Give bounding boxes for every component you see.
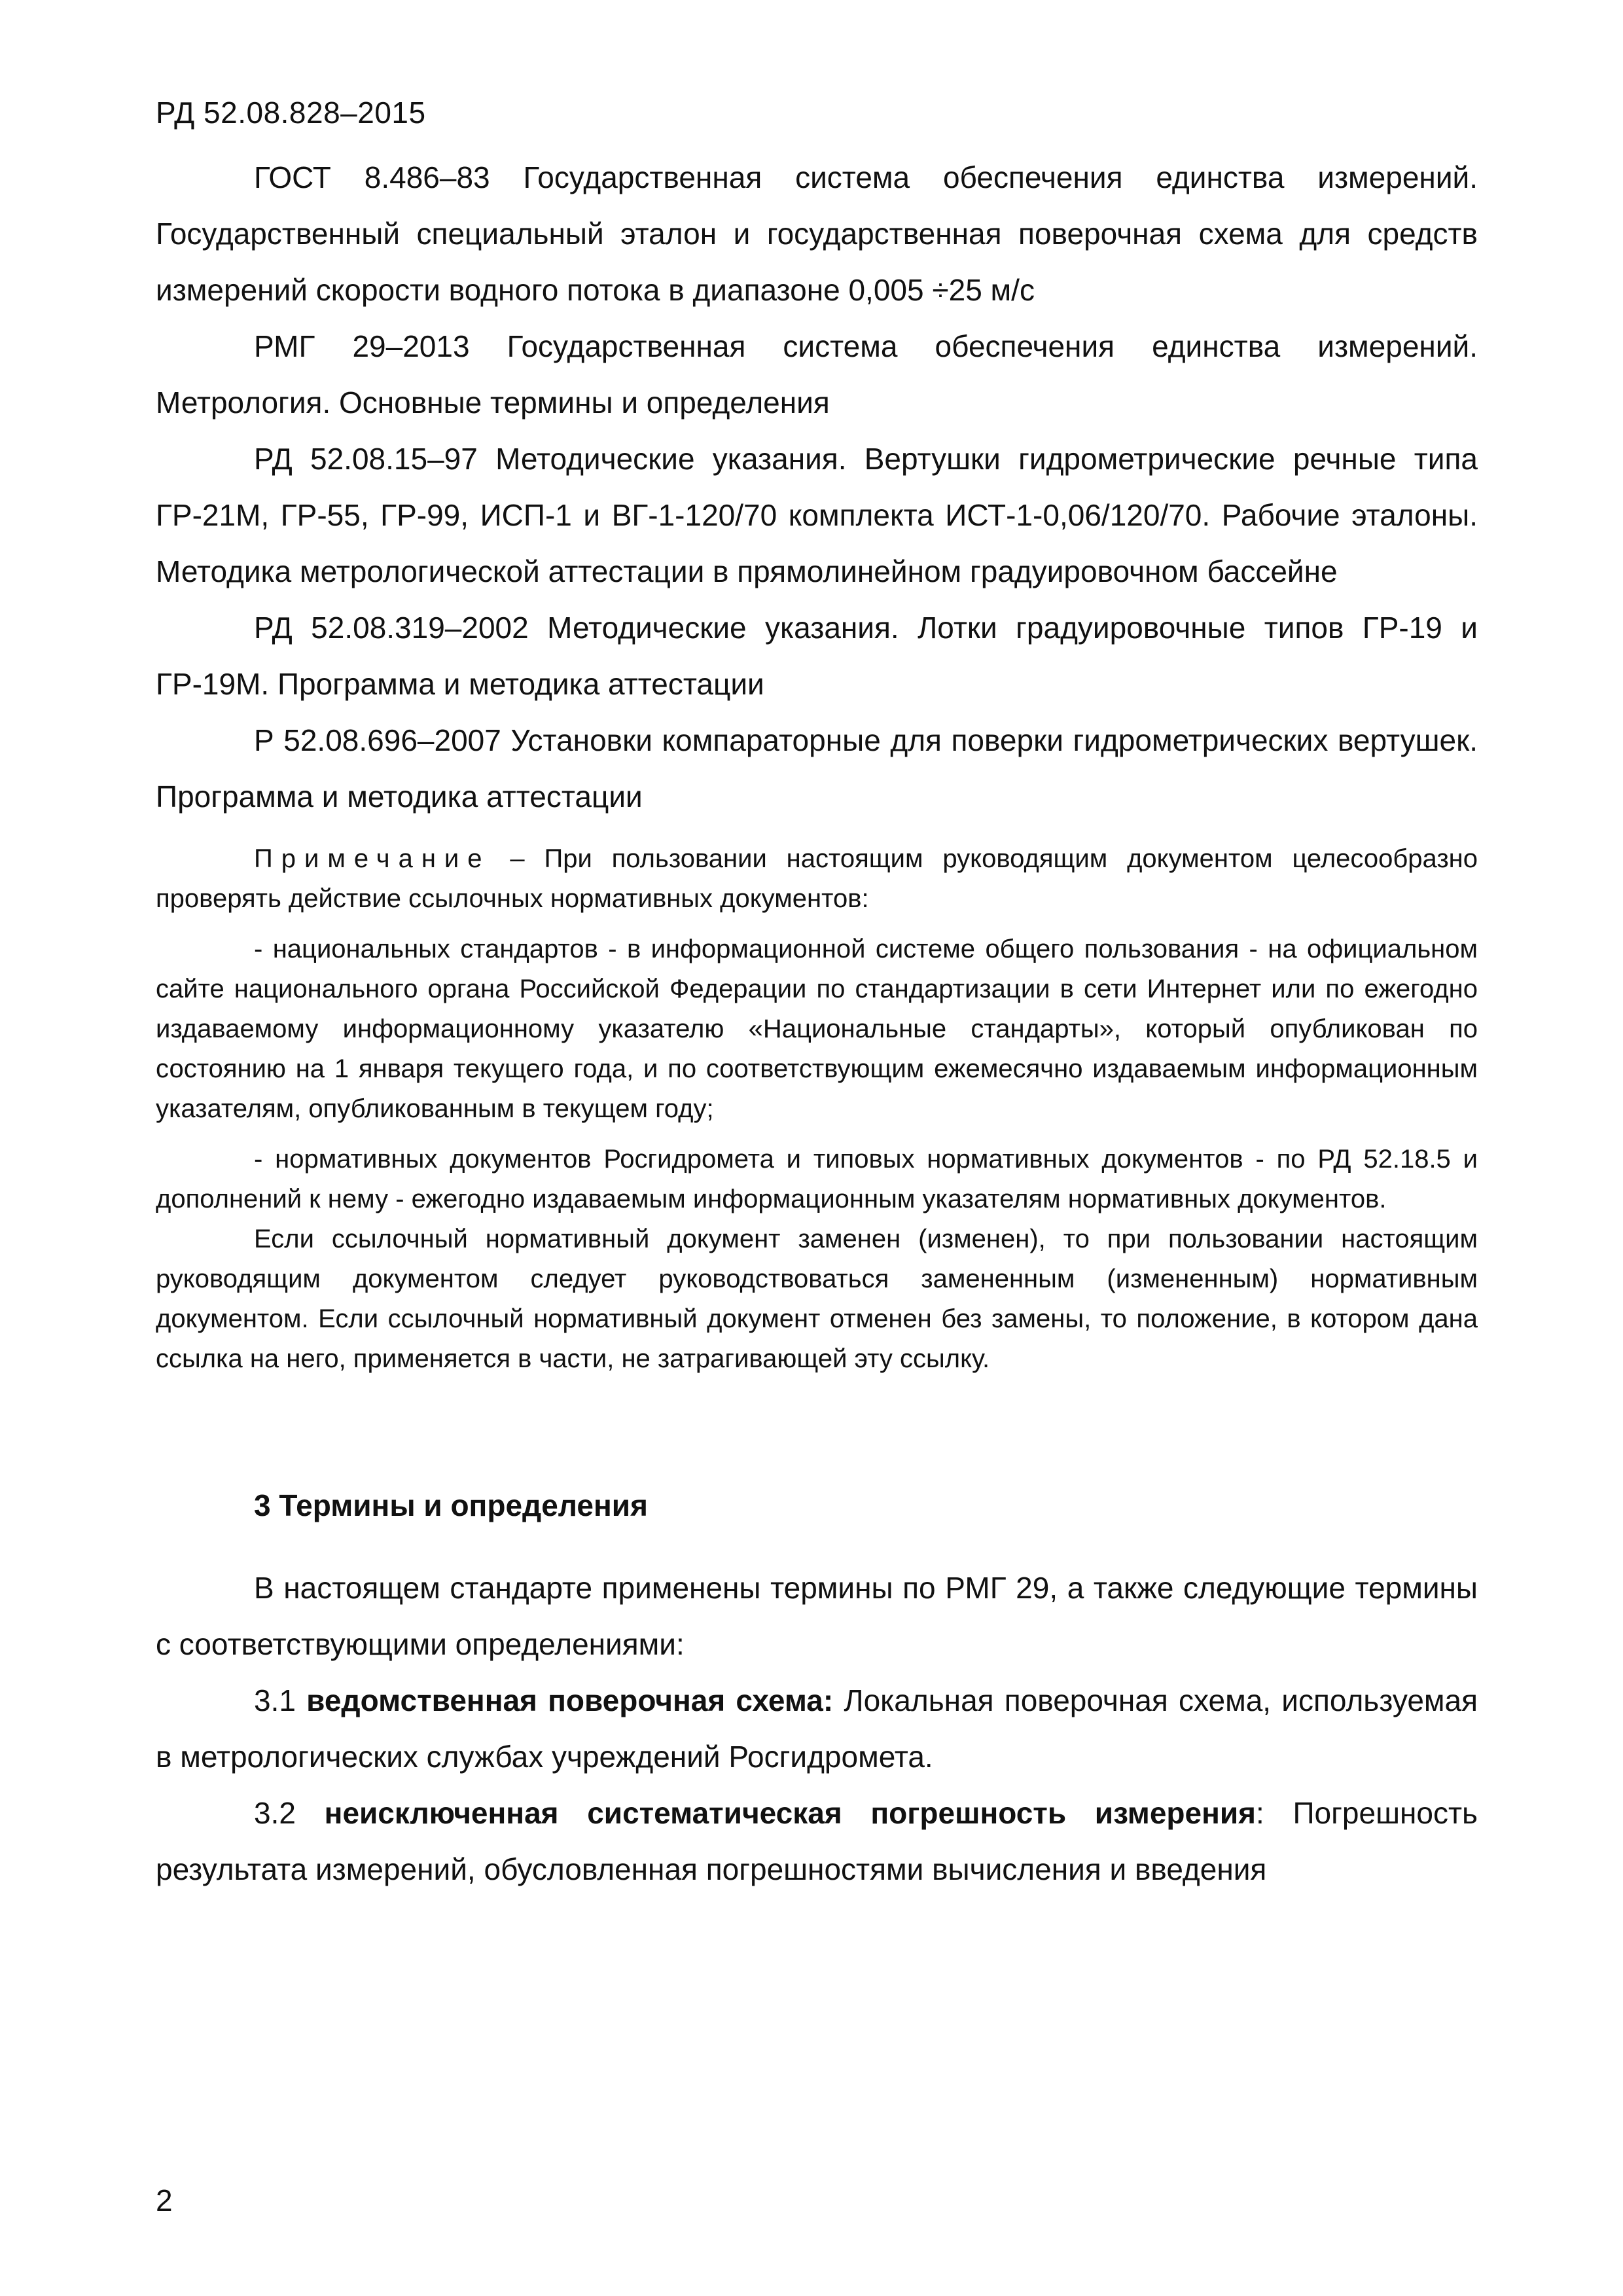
term-definition-text: : Погрешность результата измерений, обусловленная погрешностями вычисления и введения	[156, 1796, 1478, 1886]
section-3-title: 3 Термины и определения	[254, 1488, 648, 1522]
note-item-roshydromet-documents: - нормативных документов Росгидромета и типовых нормативных документов - по РД 52.18.5 и дополнений к нему - ежегодно издаваемым информационным указателям нормативных документов.	[156, 1145, 1478, 1213]
note-intro-text: – При пользовании настоящим руководящим документом целесообразно проверять действие ссылочных нормативных документов:	[156, 844, 1478, 913]
reference-code: ГОСТ 8.486–83	[254, 160, 490, 194]
term-number: 3.2	[254, 1796, 296, 1830]
page-number: 2	[156, 2183, 173, 2217]
reference-code: Р 52.08.696–2007	[254, 723, 501, 757]
reference-entry	[156, 318, 1478, 431]
document-body	[156, 149, 1478, 1897]
reference-code: РД 52.08.15–97	[254, 442, 478, 476]
reference-code: РМГ 29–2013	[254, 329, 470, 363]
reference-entry	[156, 149, 1478, 318]
term-name: ведомственная поверочная схема:	[306, 1683, 834, 1717]
note-intro	[156, 839, 1478, 919]
section-3-intro: В настоящем стандарте применены термины по РМГ 29, а также следующие термины с соответствующими определениями:	[156, 1571, 1478, 1661]
term-definition-3-1	[156, 1672, 1478, 1785]
document-code-header: РД 52.08.828–2015	[156, 96, 426, 130]
reference-title: Установки компараторные для поверки гидрометрических вертушек. Программа и методика аттестации	[156, 723, 1478, 814]
reference-code: РД 52.08.319–2002	[254, 611, 529, 645]
reference-title: Государственная система обеспечения единства измерений. Метрология. Основные термины и определения	[156, 329, 1478, 420]
reference-title: Методические указания. Лотки градуировочные типов ГР-19 и ГР-19М. Программа и методика аттестации	[156, 611, 1478, 701]
term-definition-3-2	[156, 1785, 1478, 1897]
reference-title: Методические указания. Вертушки гидрометрические речные типа ГР-21М, ГР-55, ГР-99, ИСП-1 и ВГ-1-120/70 комплекта ИСТ-1-0,06/120/70. Рабочие эталоны. Методика метрологической аттестации в прямолинейном градуировочном бассейне	[156, 442, 1478, 588]
note-label: Примечание	[254, 844, 491, 873]
term-name: неисключенная систематическая погрешность измерения	[324, 1796, 1256, 1830]
reference-entry	[156, 712, 1478, 825]
note-item-national-standards: - национальных стандартов - в информационной системе общего пользования - на официальном сайте национального органа Российской Федерации по стандартизации в сети Интернет или по ежегодно издаваемому информационному указателю «Национальные стандарты», который опубликован по состоянию на 1 января текущего года, и по соответствующим ежемесячно издаваемым информационным указателям, опубликованным в текущем году;	[156, 935, 1478, 1123]
reference-entry	[156, 431, 1478, 600]
reference-entry	[156, 600, 1478, 712]
term-number: 3.1	[254, 1683, 296, 1717]
reference-title: Государственная система обеспечения единства измерений. Государственный специальный эталон и государственная поверочная схема для средств измерений скорости водного потока в диапазоне 0,005 ÷25 м/с	[156, 160, 1478, 307]
note-final-paragraph: Если ссылочный нормативный документ заменен (изменен), то при пользовании настоящим руководящим документом следует руководствоваться замененным (измененным) нормативным документом. Если ссылочный нормативный документ отменен без замены, то положение, в котором дана ссылка на него, применяется в части, не затрагивающей эту ссылку.	[156, 1225, 1478, 1373]
term-definition-text: Локальная поверочная схема, используемая в метрологических службах учреждений Росгидромета.	[156, 1683, 1478, 1774]
